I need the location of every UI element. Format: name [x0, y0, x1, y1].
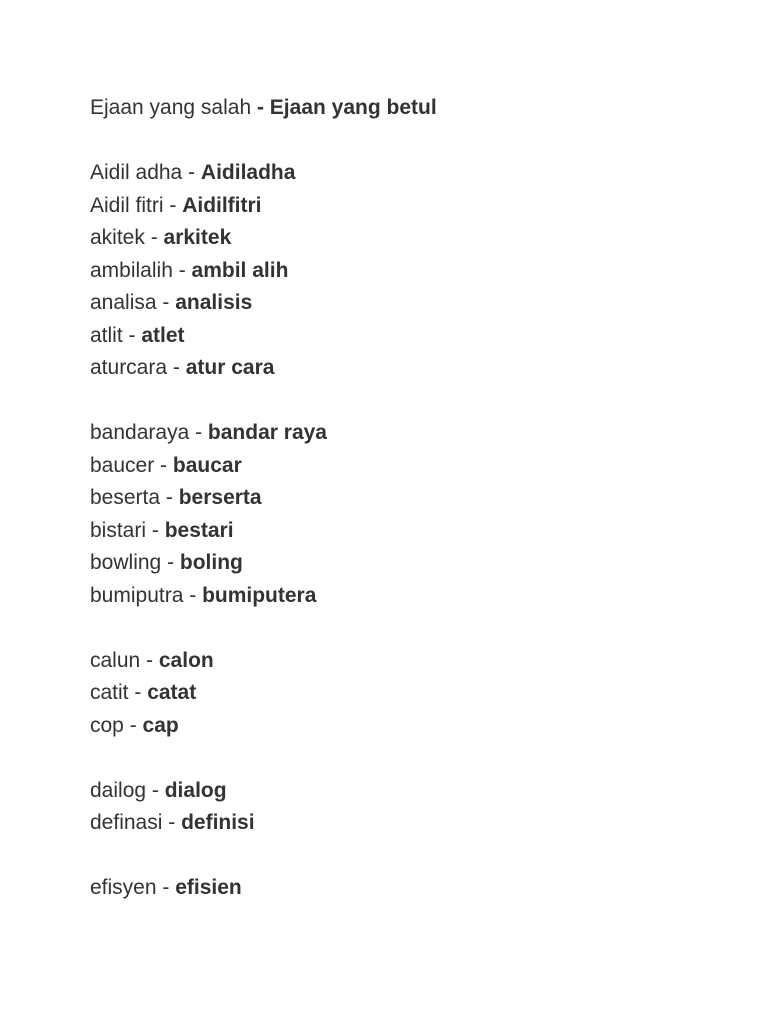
entry-separator: -: [182, 161, 201, 184]
wrong-spelling: calun: [90, 648, 141, 672]
correct-spelling: efisien: [175, 876, 242, 899]
entry-separator: -: [140, 648, 159, 672]
entry-separator: -: [154, 453, 173, 477]
spelling-entry: [90, 352, 730, 385]
entry-separator: -: [162, 811, 182, 834]
header-separator: -: [251, 96, 270, 119]
document-body: [90, 92, 730, 905]
entry-separator: -: [183, 583, 203, 607]
correct-spelling: analisis: [175, 291, 253, 314]
entry-separator: -: [123, 713, 143, 737]
spelling-entry: [90, 320, 730, 353]
spelling-group: [90, 157, 730, 385]
wrong-spelling: bumiputra: [90, 583, 184, 607]
correct-spelling: Aidilfitri: [182, 193, 262, 217]
wrong-spelling: bowling: [90, 551, 162, 574]
entry-separator: -: [160, 486, 179, 509]
spelling-entry: [90, 872, 730, 905]
wrong-spelling: cop: [90, 713, 124, 737]
entry-separator: -: [144, 226, 164, 249]
wrong-spelling: Aidil adha: [90, 161, 183, 184]
wrong-spelling: aturcara: [90, 356, 168, 379]
correct-spelling: berserta: [178, 486, 262, 509]
entry-separator: -: [146, 518, 165, 542]
spelling-group: [90, 872, 730, 905]
wrong-spelling: ambilalih: [90, 258, 173, 282]
group-spacer: [90, 125, 730, 158]
group-spacer: [90, 612, 730, 645]
correct-spelling: calon: [158, 648, 214, 672]
wrong-spelling: beserta: [90, 486, 161, 509]
spelling-entry: [90, 775, 730, 808]
correct-spelling: boling: [179, 551, 243, 574]
correct-spelling: bestari: [164, 518, 234, 542]
correct-spelling: atur cara: [185, 356, 275, 379]
spelling-entry: [90, 710, 730, 743]
spelling-entry: [90, 222, 730, 255]
group-spacer: [90, 385, 730, 418]
correct-spelling: cap: [142, 713, 179, 737]
spelling-group: [90, 645, 730, 743]
spelling-entry: [90, 190, 730, 223]
entry-separator: -: [161, 551, 180, 574]
correct-spelling: bandar raya: [207, 421, 327, 444]
spelling-entry: [90, 287, 730, 320]
spelling-entry: [90, 482, 730, 515]
wrong-spelling: bandaraya: [90, 421, 190, 444]
correct-spelling: Aidiladha: [200, 161, 296, 184]
header-wrong-spelling-label: Ejaan yang salah: [90, 96, 252, 119]
spelling-entry: [90, 515, 730, 548]
entry-separator: -: [172, 258, 192, 282]
correct-spelling: bumiputera: [202, 583, 317, 607]
correct-spelling: baucar: [172, 453, 242, 477]
group-spacer: [90, 742, 730, 775]
spelling-group: [90, 775, 730, 840]
entry-separator: -: [189, 421, 208, 444]
wrong-spelling: catit: [90, 681, 129, 704]
correct-spelling: ambil alih: [191, 258, 289, 282]
wrong-spelling: atlit: [90, 323, 123, 347]
entry-separator: -: [128, 681, 148, 704]
correct-spelling: dialog: [164, 778, 227, 802]
spelling-entry: [90, 255, 730, 288]
correct-spelling: arkitek: [163, 226, 232, 249]
wrong-spelling: efisyen: [90, 876, 157, 899]
spelling-entry: [90, 547, 730, 580]
correct-spelling: atlet: [141, 323, 185, 347]
entry-separator: -: [156, 291, 176, 314]
entry-separator: -: [156, 876, 176, 899]
entry-separator: -: [146, 778, 165, 802]
wrong-spelling: bistari: [90, 518, 147, 542]
spelling-entry: [90, 580, 730, 613]
spelling-group: [90, 417, 730, 612]
wrong-spelling: analisa: [90, 291, 157, 314]
entry-separator: -: [163, 193, 183, 217]
spelling-entry: [90, 807, 730, 840]
spelling-list: [90, 125, 730, 905]
document-header: [90, 92, 730, 125]
spelling-entry: [90, 157, 730, 190]
spelling-entry: [90, 677, 730, 710]
entry-separator: -: [167, 356, 186, 379]
spelling-entry: [90, 417, 730, 450]
wrong-spelling: dailog: [90, 778, 147, 802]
entry-separator: -: [122, 323, 142, 347]
header-correct-spelling-label: Ejaan yang betul: [269, 96, 437, 119]
correct-spelling: catat: [147, 681, 197, 704]
correct-spelling: definisi: [181, 811, 255, 834]
wrong-spelling: Aidil fitri: [90, 193, 164, 217]
wrong-spelling: definasi: [90, 811, 163, 834]
spelling-entry: [90, 450, 730, 483]
spelling-entry: [90, 645, 730, 678]
group-spacer: [90, 840, 730, 873]
wrong-spelling: akitek: [90, 226, 145, 249]
wrong-spelling: baucer: [90, 453, 155, 477]
